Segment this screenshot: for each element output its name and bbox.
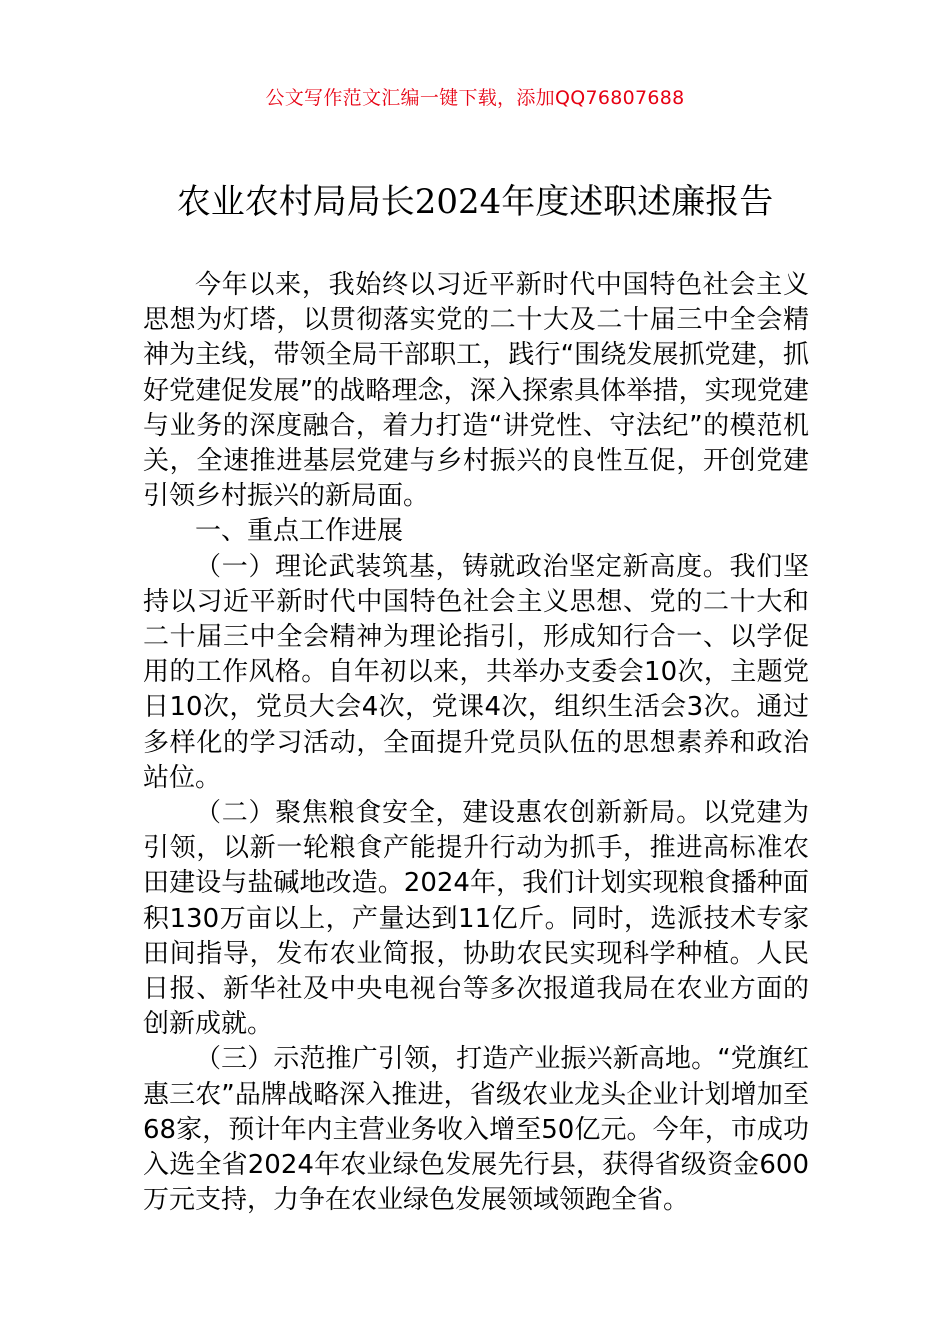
body-paragraph: （二）聚焦粮食安全，建设惠农创新新局。以党建为引领，以新一轮粮食产能提升行动为抓手，推进高标准农田建设与盐碱地改造。2024年，我们计划实现粮食播种面积130万亩以上，产量达到11亿斤。同时，选派技术专家田间指导，发布农业简报，协助农民实现科学种植。人民日报、新华社及中央电视台等多次报道我局在农业方面的创新成就。 bbox=[143, 798, 809, 1040]
document-body bbox=[143, 268, 809, 1218]
document-title: 农业农村局局长2024年度述职述廉报告 bbox=[176, 182, 774, 222]
intro-paragraph: 今年以来，我始终以习近平新时代中国特色社会主义思想为灯塔，以贯彻落实党的二十大及二十届三中全会精神为主线，带领全局干部职工，践行“围绕发展抓党建，抓好党建促发展”的战略理念，深入探索具体举措，实现党建与业务的深度融合，着力打造“讲党性、守法纪”的模范机关，全速推进基层党建与乡村振兴的良性互促，开创党建引领乡村振兴的新局面。 bbox=[143, 270, 809, 512]
body-paragraph: （三）示范推广引领，打造产业振兴新高地。“党旗红惠三农”品牌战略深入推进，省级农业龙头企业计划增加至68家，预计年内主营业务收入增至50亿元。今年，市成功入选全省2024年农业绿色发展先行县，获得省级资金600万元支持，力争在农业绿色发展领域领跑全省。 bbox=[143, 1044, 809, 1216]
body-paragraph: （一）理论武装筑基，铸就政治坚定新高度。我们坚持以习近平新时代中国特色社会主义思想、党的二十大和二十届三中全会精神为理论指引，形成知行合一、以学促用的工作风格。自年初以来，共举办支委会10次，主题党日10次，党员大会4次，党课4次，组织生活会3次。通过多样化的学习活动，全面提升党员队伍的思想素养和政治站位。 bbox=[143, 551, 809, 793]
section-heading: 一、重点工作进展 bbox=[195, 516, 404, 547]
watermark-text: 公文写作范文汇编一键下载，添加QQ76807688 bbox=[265, 87, 685, 109]
